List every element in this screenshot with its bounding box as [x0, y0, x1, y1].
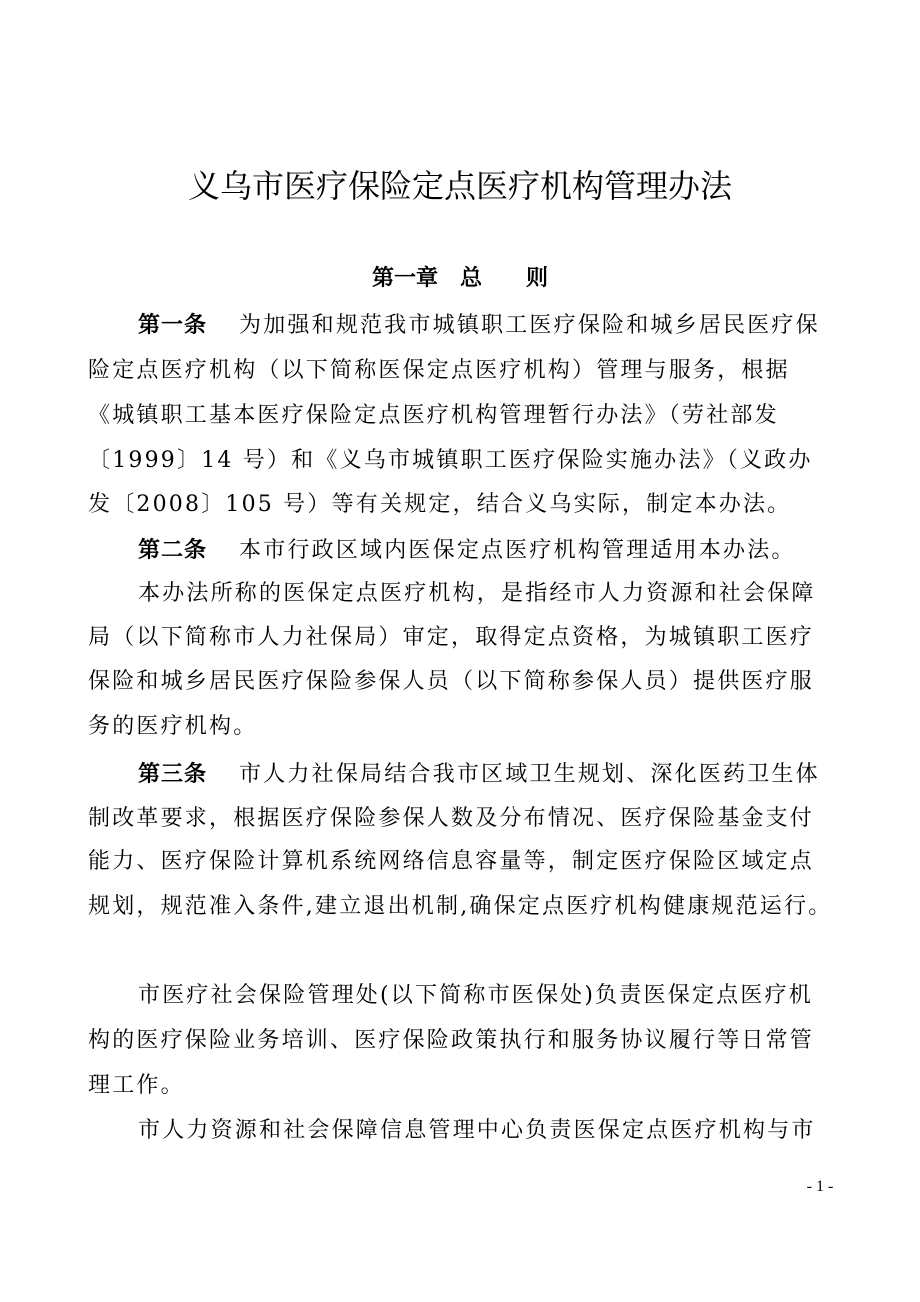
article-1-line-1 — [138, 309, 848, 342]
definition-line-1: 本办法所称的医保定点医疗机构，是指经市人力资源和社会保障 — [138, 581, 816, 606]
definition-line-2: 局（以下简称市人力社保局）审定，取得定点资格，为城镇职工医疗 — [88, 625, 815, 650]
article-1-line-2: 险定点医疗机构（以下简称医保定点医疗机构）管理与服务，根据 — [88, 358, 790, 383]
article-1-line-4: 〔1999〕14 号）和《义乌市城镇职工医疗保险实施办法》（义政办 — [88, 448, 813, 473]
page-number: - 1 - — [806, 1178, 834, 1195]
article-1-line-5: 发〔2008〕105 号）等有关规定，结合义乌实际，制定本办法。 — [88, 492, 792, 517]
office-line-1: 市医疗社会保险管理处(以下简称市医保处)负责医保定点医疗机 — [138, 983, 813, 1008]
info-center-line-1: 市人力资源和社会保障信息管理中心负责医保定点医疗机构与市 — [138, 1118, 816, 1143]
article-3-line-2: 制改革要求，根据医疗保险参保人数及分布情况、医疗保险基金支付 — [88, 806, 815, 831]
article-1-text-1: 为加强和规范我市城镇职工医疗保险和城乡居民医疗保 — [239, 313, 820, 338]
office-line-2: 构的医疗保险业务培训、医疗保险政策执行和服务协议履行等日常管 — [88, 1028, 815, 1053]
chapter-word-1: 总 — [459, 265, 482, 291]
office-line-3: 理工作。 — [88, 1073, 185, 1098]
article-1-label: 第一条 — [138, 312, 208, 338]
chapter-heading — [0, 262, 920, 294]
article-2-label: 第二条 — [138, 537, 208, 563]
definition-line-4: 务的医疗机构。 — [88, 714, 258, 739]
chapter-number: 第一章 — [371, 265, 438, 291]
article-3-text-1: 市人力社保局结合我市区域卫生规划、深化医药卫生体 — [239, 762, 820, 787]
document-title: 义乌市医疗保险定点医疗机构管理办法 — [187, 167, 732, 205]
article-1-line-3: 《城镇职工基本医疗保险定点医疗机构管理暂行办法》（劳社部发 — [88, 403, 779, 428]
article-3-line-3: 能力、医疗保险计算机系统网络信息容量等，制定医疗保险区域定点 — [88, 849, 815, 874]
chapter-word-2: 则 — [526, 265, 549, 291]
article-3-line-1 — [138, 758, 848, 791]
definition-line-3: 保险和城乡居民医疗保险参保人员（以下简称参保人员）提供医疗服 — [88, 669, 815, 694]
article-3-label: 第三条 — [138, 761, 208, 787]
article-3-line-4: 规划，规范准入条件,建立退出机制,确保定点医疗机构健康规范运行。 — [88, 894, 833, 919]
article-2-text-1: 本市行政区域内医保定点医疗机构管理适用本办法。 — [239, 538, 796, 563]
article-2-line-1 — [138, 534, 848, 567]
